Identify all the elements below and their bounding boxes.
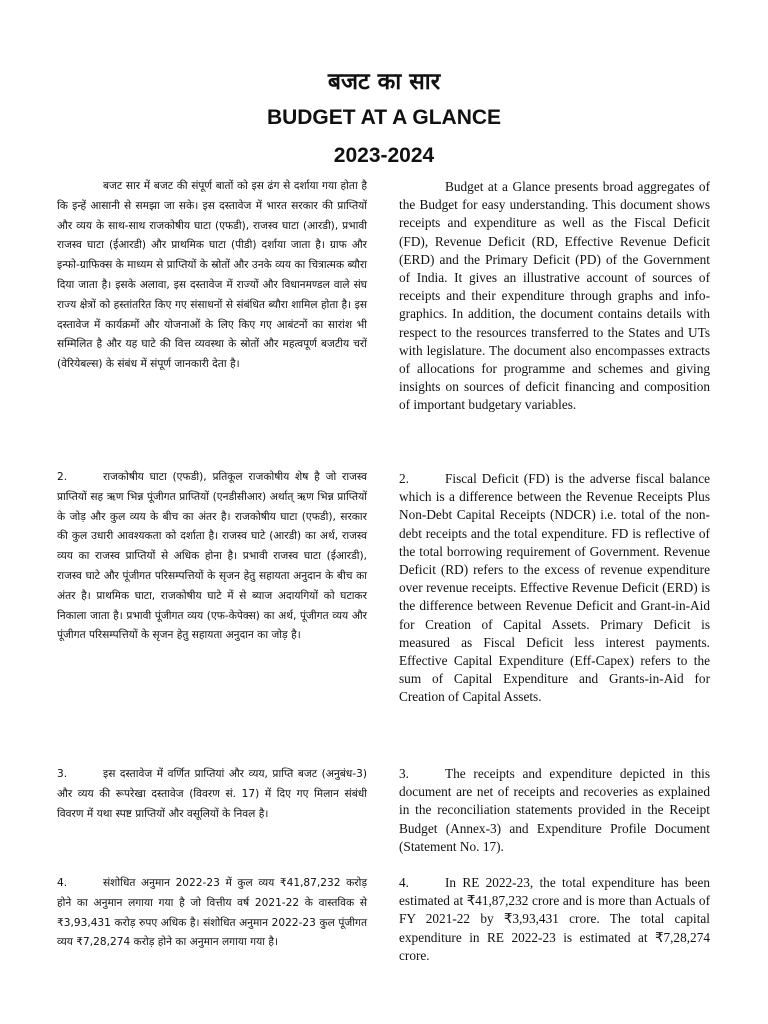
paragraph-3-english [399,765,710,856]
paragraph-text: In RE 2022-23, the total expenditure has been estimated at ₹41,87,232 crore and is more than Actuals of FY 2021-22 by ₹3,93,431 crore. The total capital expenditure in RE 2022-23 is estimated at ₹7,28,274 crore. [399,875,710,963]
paragraph-2-hindi [57,468,367,646]
page-title-hindi: बजट का सार [327,69,441,95]
paragraph-4-hindi [57,874,367,953]
paragraph-text: बजट सार में बजट की संपूर्ण बातों को इस ढंग से दर्शाया गया होता है कि इन्हें आसानी से समझा जा सके। इस दस्तावेज में भारत सरकार की प्राप्तियों और व्यय के साथ-साथ राजकोषीय घाटा (एफडी), राजस्व घाटा (आरडी), प्रभावी राजस्व घाटा (ईआरडी) और प्राथमिक घाटा (पीडी) दर्शाया जाता है। ग्राफ और इन्फो-ग्राफिक्स के माध्यम से प्राप्तियों के स्रोतों और उनके व्यय का चित्रात्मक ब्यौरा दिया जाता है। इसके अलावा, इस दस्तावेज में राज्यों और विधानमण्डल वाले संघ राज्य क्षेत्रों को हस्तांतरित किए गए संसाधनों से संबंधित ब्यौरा शामिल होता है। इस दस्तावेज में कार्यक्रमों और योजनाओं के लिए किए गए आबंटनों का सारांश भी सम्मिलित है और यह घाटे की वित्त व्यवस्था के स्रोतों और महत्वपूर्ण बजटीय चरों (वेरियेबल्स) के संबंध में संपूर्ण जानकारी देता है। [57,180,367,371]
paragraph-text: Budget at a Glance presents broad aggregates of the Budget for easy understanding. This document shows receipts and expenditure as well as the Fiscal Deficit (FD), Revenue Deficit (RD, Effective Revenue Deficit (ERD) and the Primary Deficit (PD) of the Government of India. It gives an illustrative account of sources of receipts and their expenditure through graphs and info-graphics. In addition, the document contains details with respect to the resources transferred to the States and UTs with legislature. The document also encompasses extracts of allocations for programme and schemes and giving insights on sources of deficit financing and composition of important budgetary variables. [399,179,710,413]
paragraph-number: 4. [57,877,68,889]
paragraph-3-hindi [57,765,367,824]
page-title: BUDGET AT A GLANCE [266,106,502,129]
budget-year: 2023-2024 [333,144,435,167]
paragraph-2-english [399,470,710,707]
paragraph-text: संशोधित अनुमान 2022-23 में कुल व्यय ₹41,87,232 करोड़ होने का अनुमान लगाया गया है जो वित्तीय वर्ष 2021-22 के वास्तविक से ₹3,93,431 करोड़ रुपए अधिक है। संशोधित अनुमान 2022-23 कुल पूंजीगत व्यय ₹7,28,274 करोड़ होने का अनुमान लगाया गया है। [57,877,367,949]
paragraph-number: 2. [57,471,68,483]
paragraph-number: 2. [399,471,409,486]
paragraph-4-english [399,874,710,965]
paragraph-text: The receipts and expenditure depicted in this document are net of receipts and recoveries as explained in the reconciliation statements provided in the Receipt Budget (Annex-3) and Expenditure Profile Document (Statement No. 17). [399,766,710,854]
paragraph-text: Fiscal Deficit (FD) is the adverse fiscal balance which is a difference between the Revenue Receipts Plus Non-Debt Capital Receipts (NDCR) i.e. total of the non-debt receipts and the total expenditure. FD is reflective of the total borrowing requirement of Government. Revenue Deficit (RD) refers to the excess of revenue expenditure over revenue receipts. Effective Revenue Deficit (ERD) is the difference between Revenue Deficit and Grant-in-Aid for Creation of Capital Assets. Primary Deficit is measured as Fiscal Deficit less interest payments. Effective Capital Expenditure (Eff-Capex) refers to the sum of Capital Expenditure and Grants-in-Aid for Creation of Capital Assets. [399,471,710,705]
paragraph-1-hindi [57,177,367,375]
paragraph-1-english [399,178,710,415]
paragraph-number: 3. [57,768,68,780]
paragraph-text: राजकोषीय घाटा (एफडी), प्रतिकूल राजकोषीय शेष है जो राजस्व प्राप्तियों सह ऋण भिन्न पूंजीगत प्राप्तियों (एनडीसीआर) अर्थात् ऋण भिन्न प्राप्तियों के जोड़ और कुल व्यय के बीच का अंतर है। राजकोषीय घाटा (एफडी), सरकार की कुल उधारी आवश्यकता को दर्शाता है। राजस्व घाटे (आरडी) का अर्थ, राजस्व व्यय का राजस्व प्राप्तियों से अधिक होना है। प्रभावी राजस्व घाटा (ईआरडी), राजस्व घाटे और पूंजीगत परिसम्पत्तियों के सृजन हेतु सहायता अनुदान के बीच का अंतर है। प्राथमिक घाटा, राजकोषीय घाटे में से ब्याज अदायगियों को घटाकर निकाला जाता है। प्रभावी पूंजीगत व्यय (एफ-केपेक्स) का अर्थ, पूंजीगत व्यय और पूंजीगत परिसम्पत्तियों के सृजन हेतु सहायता अनुदान का जोड़ है। [57,471,367,642]
paragraph-number: 4. [399,875,409,890]
paragraph-text: इस दस्तावेज में वर्णित प्राप्तियां और व्यय, प्राप्ति बजट (अनुबंध-3) और व्यय की रूपरेखा दस्तावेज (विवरण सं. 17) में दिए गए मिलान संबंधी विवरण में यथा स्पष्ट प्राप्तियों और वसूलियों के निवल है। [57,768,367,820]
paragraph-number: 3. [399,766,409,781]
